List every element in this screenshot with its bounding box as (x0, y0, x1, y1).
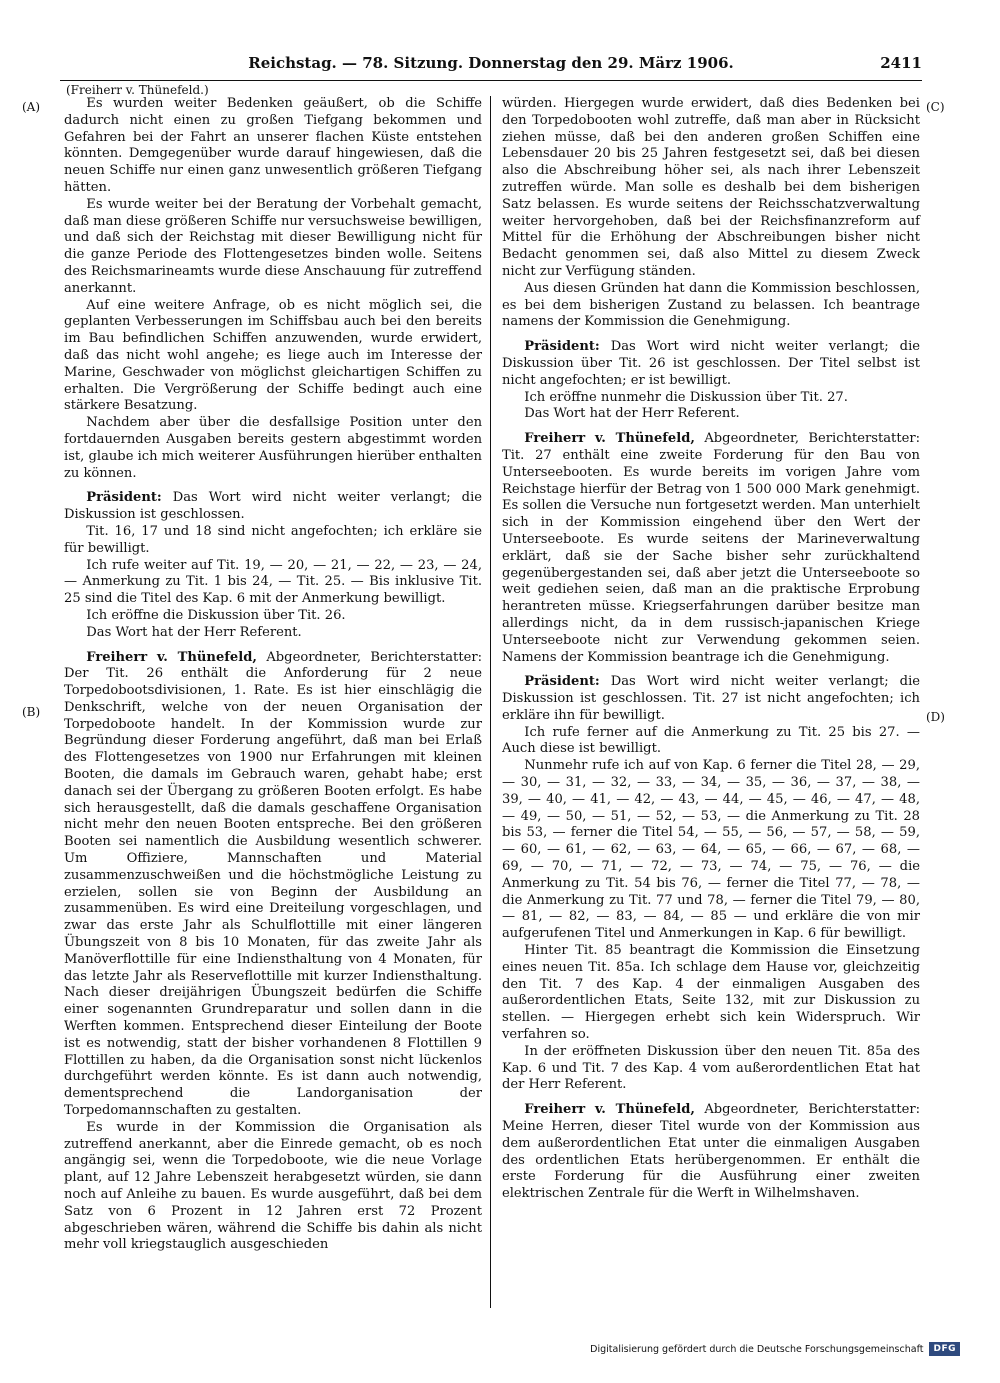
speaker-role: Abgeordneter, Berichterstatter: (694, 431, 921, 447)
column-divider (490, 96, 491, 1308)
paragraph-rapporteur (502, 1102, 920, 1203)
paragraph-president (64, 490, 482, 524)
speech-text: Das Wort wird nicht weiter verlangt; die Diskussion ist geschlossen. Tit. 27 ist nicht angefochten; ich erkläre ihn für bewilligt. (502, 674, 920, 723)
margin-marker-c: (C) (926, 100, 945, 114)
margin-marker-a: (A) (22, 100, 41, 114)
right-column (502, 96, 920, 1203)
page-header (60, 54, 922, 80)
paragraph-president (502, 674, 920, 724)
paragraph: Hinter Tit. 85 beantragt die Kommission die Einsetzung eines neuen Tit. 85a. Ich schlage dem Hause vor, gleichzeitig den Tit. 7 des Kap. 4 der einmaligen Ausgaben des außerordentlichen Etats, Seite 132, mit zur Diskussion zu stellen. — Hiergegen erhebt sich kein Widerspruch. Wir verfahren so. (502, 943, 920, 1043)
paragraph-president (502, 339, 920, 389)
footer (580, 1339, 960, 1359)
speech-text: Das Wort wird nicht weiter verlangt; die Diskussion ist geschlossen. (64, 490, 482, 523)
speaker-name: Präsident: (86, 490, 162, 506)
speaker-name: Freiherr v. Thünefeld, (524, 431, 695, 447)
paragraph: Ich eröffne nunmehr die Diskussion über Tit. 27. (524, 389, 848, 405)
paragraph: Tit. 16, 17 und 18 sind nicht angefochten; ich erkläre sie für bewilligt. (64, 523, 482, 556)
paragraph: In der eröffneten Diskussion über den neuen Tit. 85a des Kap. 6 und Tit. 7 des Kap. 4 vom außerordentlichen Etat hat der Herr Referent. (502, 1043, 920, 1093)
speaker-name: Freiherr v. Thünefeld, (524, 1102, 695, 1118)
speech-text: Das Wort wird nicht weiter verlangt; die Diskussion über Tit. 26 ist geschlossen. Der Titel selbst ist nicht angefochten; er ist bewilligt. (502, 339, 920, 388)
header-title: Reichstag. — 78. Sitzung. Donnerstag den 29. März 1906. (248, 54, 734, 72)
paragraph: Ich rufe ferner auf die Anmerkung zu Tit. 25 bis 27. — Auch diese ist bewilligt. (502, 724, 920, 757)
speaker-name: Präsident: (524, 674, 600, 690)
paragraph: würden. Hiergegen wurde erwidert, daß dies Bedenken bei den Torpedobooten wohl zutreffe, daß man aber in Rücksicht ziehen müsse, daß bei den anderen großen Schiffen eine Lebensdauer 20 bis 25 Jahren festgesetzt sei, daß bei diesen also die Abschreibung höher sei, als nach ihrer Lebenszeit zutreffen würde. Man solle es deshalb bei dem bisherigen Satz belassen. Es wurde seitens der Reichsschatzverwaltung weiter hervorgehoben, daß bei der Reichsfinanzreform auf Mittel für die Erhöhung der Abschreibungen bisher nicht Bedacht genommen sei, daß also Mittel zu diesem Zweck nicht zur Verfügung ständen. (502, 96, 920, 279)
speaker-name: Präsident: (524, 339, 600, 355)
speech-text: Meine Herren, dieser Titel wurde von der Kommission aus dem außerordentlichen Etat unter die einmaligen Ausgaben des ordentlichen Etats herübergenommen. Er enthält die erste Forderung für die Ausführung einer zweiten elektrischen Zentrale für die Werft in Wilhelmshaven. (502, 1119, 920, 1202)
speech-text: Tit. 27 enthält eine zweite Forderung für den Bau von Unterseebooten. Es wurde bereits im vorigen Jahre vom Reichstage hierfür der Betrag von 1 500 000 Mark genehmigt. Es sollen die Versuche nun fortgesetzt werden. Man unterhielt sich in der Kommission eingehend über den Wert der Unterseeboote. Es wurde seitens der Marineverwaltung erklärt, daß sie der Sache bisher sehr zurückhaltend gegenübergestanden sei, daß aber jetzt die Unterseeboote so weit gediehen seien, daß man an die praktische Erprobung herantreten müsse. Kriegserfahrungen darüber besitze man allerdings nicht, da in dem russisch-japanischen Kriege Unterseeboote nicht zur Verwendung gekommen seien. Namens der Kommission beantrage ich die Genehmigung. (502, 447, 920, 665)
speaker-role: Abgeordneter, Berichterstatter: (256, 649, 483, 665)
paragraph: Das Wort hat der Herr Referent. (524, 406, 740, 422)
paragraph-rapporteur (502, 431, 920, 666)
paragraph-rapporteur (64, 650, 482, 1120)
left-column (64, 96, 482, 1254)
margin-marker-b: (B) (22, 705, 41, 719)
paragraph: Auf eine weitere Anfrage, ob es nicht möglich sei, die geplanten Verbesserungen im Schiffsbau auch bei den bereits im Bau befindlichen Schiffen anzuwenden, wurde erwidert, daß das nicht wohl angehe; es liege auch im Interesse der Marine, Geschwader von möglichst gleichartigen Schiffen zu erhalten. Die Vergrößerung der Schiffe bedingt auch eine stärkere Besatzung. (64, 297, 482, 414)
dfg-logo-icon: DFG (929, 1342, 960, 1356)
margin-marker-d: (D) (926, 710, 945, 724)
header-rule (60, 80, 922, 81)
paragraph: Es wurde in der Kommission die Organisation als zutreffend anerkannt, aber die Einrede gemacht, ob es noch angängig sei, wenn die Torpedoboote, wie die neue Vorlage plant, auf 12 Jahre Lebenszeit herabgesetzt würden, sie dann noch auf Anleihe zu bauen. Es wurde ausgeführt, daß bei dem Satz von 6 Prozent in 12 Jahren erst 72 Prozent abgeschrieben wären, während die Schiffe bis dahin als nicht mehr voll kriegstauglich ausgeschieden (64, 1119, 482, 1253)
paragraph: Ich rufe weiter auf Tit. 19, — 20, — 21, — 22, — 23, — 24, — Anmerkung zu Tit. 1 bis 24, — Tit. 25. — Bis inklusive Tit. 25 sind die Titel des Kap. 6 mit der Anmerkung bewilligt. (64, 557, 482, 607)
continued-speaker: (Freiherr v. Thünefeld.) (66, 83, 209, 97)
speaker-role: Abgeordneter, Berichterstatter: (694, 1102, 921, 1118)
paragraph: Ich eröffne die Diskussion über Tit. 26. (86, 607, 346, 623)
paragraph: Das Wort hat der Herr Referent. (86, 624, 302, 640)
paragraph: Nunmehr rufe ich auf von Kap. 6 ferner die Titel 28, — 29, — 30, — 31, — 32, — 33, — 34, — 35, — 36, — 37, — 38, — 39, — 40, — 41, — 42, — 43, — 44, — 45, — 46, — 47, — 48, — 49, — 50, — 51, — 52, — 53, — die Anmerkung zu Tit. 28 bis 53, — ferner die Titel 54, — 55, — 56, — 57, — 58, — 59, — 60, — 61, — 62, — 63, — 64, — 65, — 66, — 67, — 68, — 69, — 70, — 71, — 72, — 73, — 74, — 75, — 76, — die Anmerkung zu Tit. 54 bis 76, — ferner die Titel 77, — 78, — die Anmerkung zu Tit. 77 und 78, — ferner die Titel 79, — 80, — 81, — 82, — 83, — 84, — 85 — und erkläre die von mir aufgerufenen Titel und Anmerkungen in Kap. 6 für bewilligt. (502, 758, 920, 942)
speech-text: Der Tit. 26 enthält die Anforderung für 2 neue Torpedobootsdivisionen, 1. Rate. Es ist hier einschlägig die Denkschrift, welche von der neuen Organisation der Torpedoboote handelt. In der Kommission wurde zur Begründung dieser Forderung angeführt, daß man bei Erlaß des Flottengesetzes von 1900 nur Erfahrungen mit kleinen Booten, die damals im Gebrauch waren, gehabt habe; erst danach sei der Übergang zu größeren Booten erfolgt. Es habe sich herausgestellt, daß die damals geschaffene Organisation nicht mehr den neuen Booten entspreche. Bei den größeren Booten sei namentlich die Ausbildung wesentlich schwerer. Um Offiziere, Mannschaften und Material zusammenzuschweißen und die höchstmögliche Leistung zu erzielen, sollen sie von Beginn der Ausbildung an zusammenüben. Es wird eine Dreiteilung vorgeschlagen, und zwar das erste Jahr als Schulflottille mit einer längeren Übungszeit von 8 bis 10 Monaten, für das zweite Jahr als Manöverflottille für eine Indiensthaltung von 4 Monaten, für das letzte Jahr als Reserveflottille mit kurzer Indiensthaltung. Nach dieser dreijährigen Übungszeit bedürfen die Schiffe einer sogenannten Grundreparatur und sollen dann in die Werften kommen. Entsprechend dieser Einteilung der Boote ist es notwendig, statt der bisher vorhandenen 8 Flottillen 9 Flottillen zu haben, da die Organisation sonst nicht lückenlos durchgeführt werden könnte. Es ist dann auch notwendig, dementsprechend die Landorganisation der Torpedomannschaften zu gestalten. (64, 666, 482, 1119)
paragraph: Es wurde weiter bei der Beratung der Vorbehalt gemacht, daß man diese größeren Schiffe nur versuchsweise bewilligen, und daß sich der Reichstag mit dieser Bewilligung nicht für die ganze Periode des Flottengesetzes binden wolle. Seitens des Reichsmarineamts wurde diese Anschauung für zutreffend anerkannt. (64, 196, 482, 296)
page-number: 2411 (880, 54, 922, 72)
footer-credit: Digitalisierung gefördert durch die Deutsche Forschungsgemeinschaft (590, 1343, 924, 1355)
paragraph: Nachdem aber über die desfallsige Position unter den fortdauernden Ausgaben bereits gestern abgestimmt worden ist, glaube ich mich weiterer Ausführungen hierüber enthalten zu können. (64, 415, 482, 481)
speaker-name: Freiherr v. Thünefeld, (86, 649, 257, 665)
paragraph: Es wurden weiter Bedenken geäußert, ob die Schiffe dadurch nicht einen zu großen Tiefgang bekommen und Gefahren bei der Fahrt an unserer flachen Küste entstehen könnten. Demgegenüber wurde darauf hingewiesen, daß die neuen Schiffe nur einen ganz unwesentlich größeren Tiefgang hätten. (64, 96, 482, 195)
paragraph: Aus diesen Gründen hat dann die Kommission beschlossen, es bei dem bisherigen Zustand zu belassen. Ich beantrage namens der Kommission die Genehmigung. (502, 280, 920, 330)
